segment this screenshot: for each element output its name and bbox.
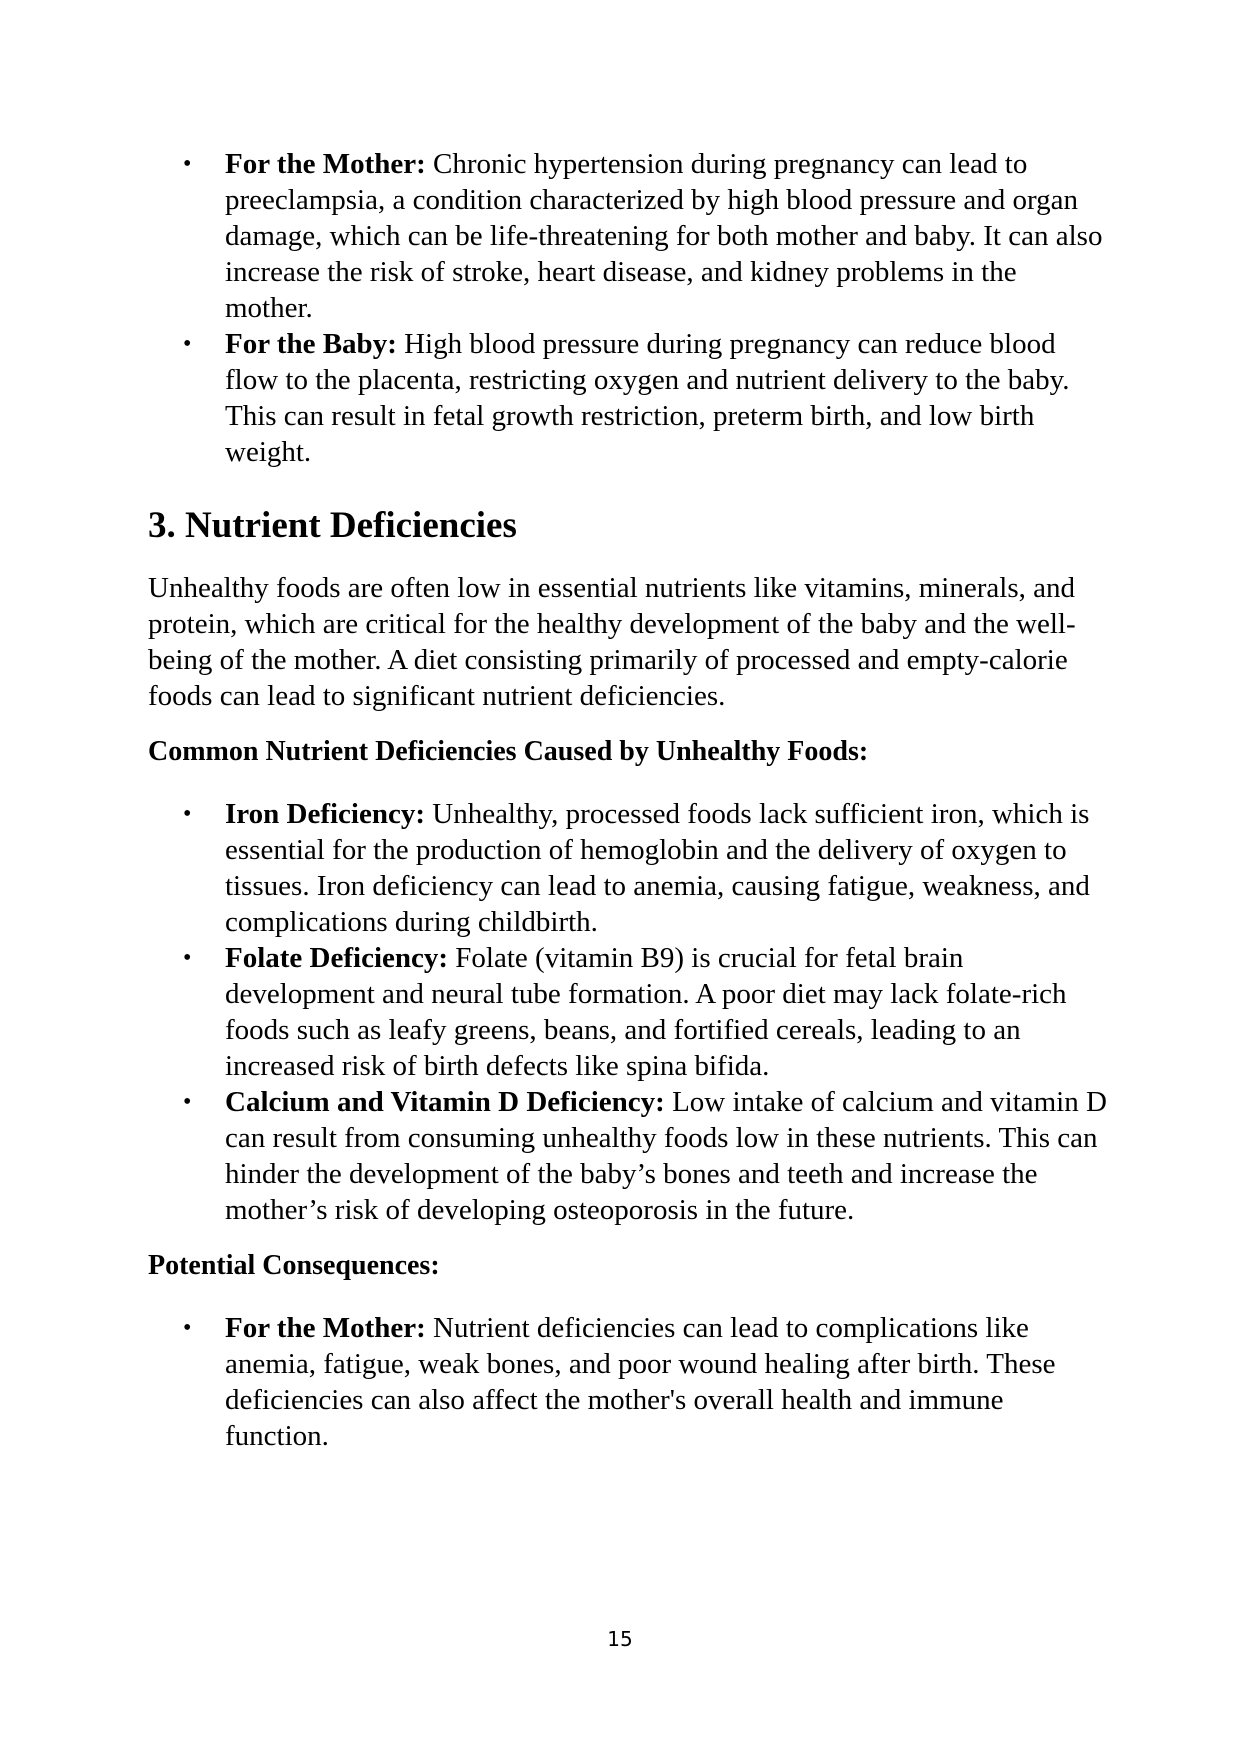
list-item: [148, 326, 1108, 470]
intro-paragraph: Unhealthy foods are often low in essential nutrients like vitamins, minerals, and protein, which are critical for the healthy development of the baby and the well-being of the mother. A diet consisting primarily of processed and empty-calorie foods can lead to significant nutrient deficiencies.: [148, 572, 1076, 712]
list-item-label: For the Mother:: [225, 148, 426, 180]
list-item: [148, 1310, 1108, 1454]
list-item: [148, 796, 1108, 940]
common-deficiencies-heading: Common Nutrient Deficiencies Caused by Unhealthy Foods:: [148, 736, 869, 767]
bullet-icon: •: [183, 801, 192, 827]
bullet-icon: •: [183, 945, 192, 971]
list-item: [148, 146, 1108, 326]
bullet-icon: •: [183, 151, 192, 177]
potential-consequences-list: [148, 1310, 1108, 1454]
list-item-text: Low intake of calcium and vitamin D can result from consuming unhealthy foods low in these nutrients. This can hinder the development of the baby’s bones and teeth and increase the mother’s risk of developing osteoporosis in the future.: [225, 1086, 1107, 1226]
list-item-text: High blood pressure during pregnancy can reduce blood flow to the placenta, restricting oxygen and nutrient delivery to the baby. This can result in fetal growth restriction, preterm birth, and low birth weight.: [225, 328, 1070, 468]
page-content: [148, 146, 1108, 1454]
hypertension-consequences-list: [148, 146, 1108, 470]
list-item-label: For the Mother:: [225, 1312, 426, 1344]
list-item-label: Folate Deficiency:: [225, 942, 449, 974]
list-item-text: Unhealthy, processed foods lack sufficient iron, which is essential for the production of hemoglobin and the delivery of oxygen to tissues. Iron deficiency can lead to anemia, causing fatigue, weakness, and complications during childbirth.: [225, 798, 1090, 938]
list-item: [148, 940, 1108, 1084]
page-number: 15: [607, 1627, 633, 1651]
common-deficiencies-list: [148, 796, 1108, 1228]
list-item-text: Folate (vitamin B9) is crucial for fetal brain development and neural tube formation. A poor diet may lack folate-rich foods such as leafy greens, beans, and fortified cereals, leading to an increased risk of birth defects like spina bifida.: [225, 942, 1067, 1082]
bullet-icon: •: [183, 1315, 192, 1341]
bullet-icon: •: [183, 331, 192, 357]
list-item-label: Calcium and Vitamin D Deficiency:: [225, 1086, 665, 1118]
list-item: [148, 1084, 1108, 1228]
potential-consequences-heading: Potential Consequences:: [148, 1250, 440, 1281]
list-item-label: Iron Deficiency:: [225, 798, 425, 830]
section-heading: 3. Nutrient Deficiencies: [148, 505, 517, 546]
bullet-icon: •: [183, 1089, 192, 1115]
list-item-text: Nutrient deficiencies can lead to complications like anemia, fatigue, weak bones, and poor wound healing after birth. These deficiencies can also affect the mother's overall health and immune function.: [225, 1312, 1056, 1452]
list-item-text: Chronic hypertension during pregnancy can lead to preeclampsia, a condition characterized by high blood pressure and organ damage, which can be life-threatening for both mother and baby. It can also increase the risk of stroke, heart disease, and kidney problems in the mother.: [225, 148, 1103, 324]
list-item-label: For the Baby:: [225, 328, 397, 360]
